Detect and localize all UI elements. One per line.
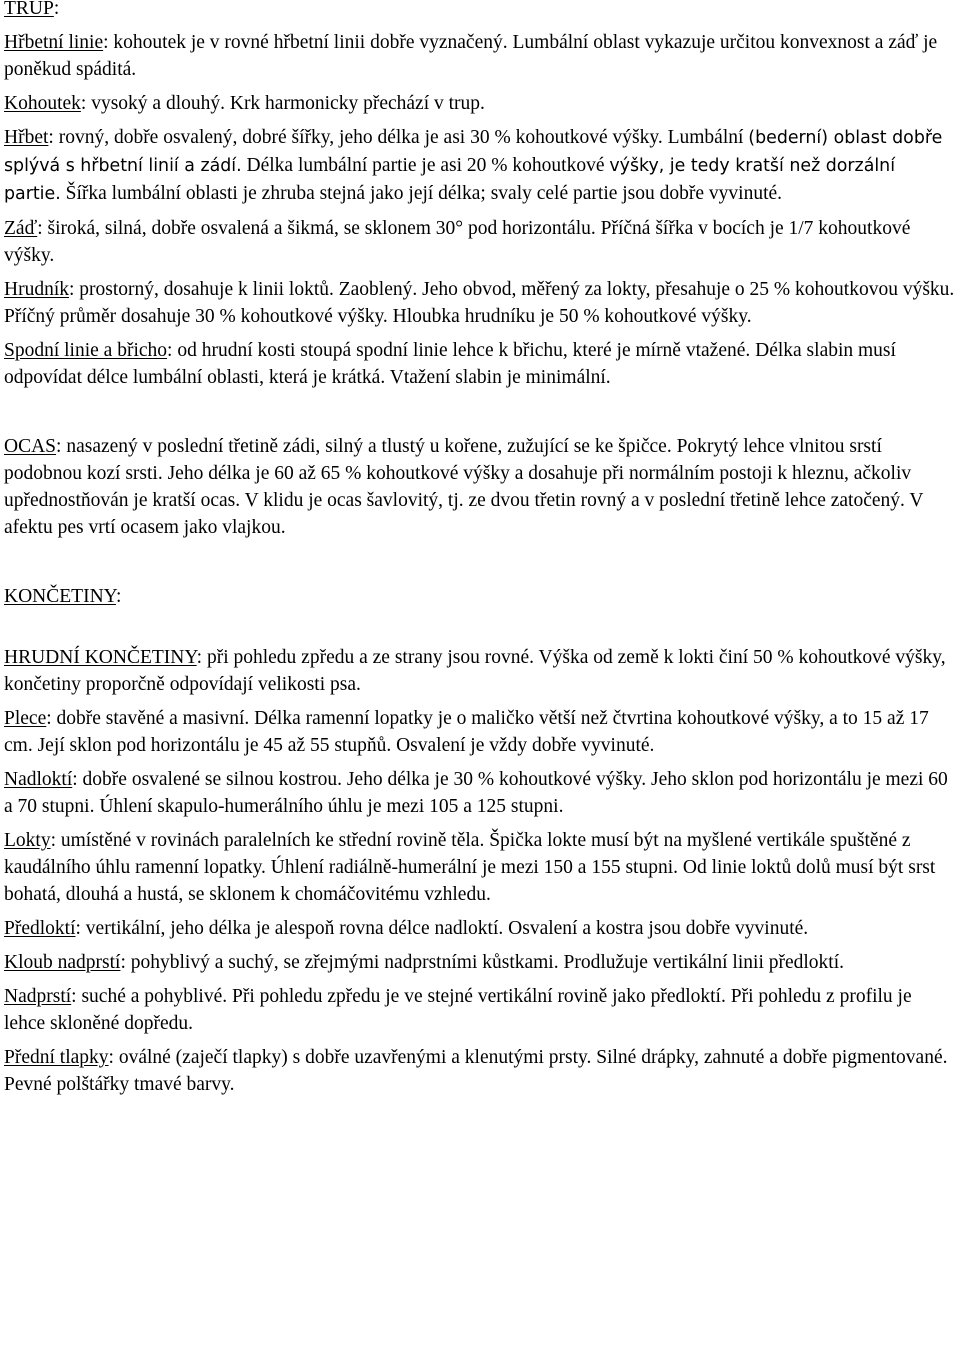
text-hrudnik: : prostorný, dosahuje k linii loktů. Zaoblený. Jeho obvod, měřený za lokty, přesahuje o 25 % kohoutkovou výšku. Příčný průměr dosahuje 30 % kohoutkové výšky. Hloubka hrudníku je 50 % kohoutkové výšky. [4, 279, 955, 327]
section-heading-trup [4, 0, 956, 22]
paragraph-nadlokti [4, 766, 956, 820]
term-plece: Plece [4, 708, 47, 729]
term-nadprsti: Nadprstí [4, 986, 72, 1007]
paragraph-lokty [4, 827, 956, 908]
heading-text: KONČETINY [4, 586, 116, 607]
heading-suffix: : [53, 0, 60, 19]
paragraph-nadprsti [4, 983, 956, 1037]
term-predlokti: Předloktí [4, 918, 76, 939]
paragraph-kohoutek [4, 90, 956, 117]
text-spodni-linie: : od hrudní kosti stoupá spodní linie lehce k břichu, které je mírně vtažené. Délka slabin musí odpovídat délce lumbální oblasti, která je krátká. Vtažení slabin je minimální. [4, 340, 896, 388]
term-hrudnik: Hrudník [4, 279, 69, 300]
paragraph-predlokti [4, 915, 956, 942]
term-spodni-linie: Spodní linie a břicho [4, 340, 168, 361]
text-hrbet-a: : rovný, dobře osvalený, dobré šířky, jeho délka je asi 30 % kohoutkové výšky. Lumbální [48, 127, 749, 148]
term-ocas: OCAS [4, 436, 57, 457]
document-page [4, 0, 956, 1098]
text-plece: : dobře stavěné a masivní. Délka ramenní lopatky je o maličko větší než čtvrtina kohoutkové výšky, a to 15 až 17 cm. Její sklon pod horizontálu je 45 až 55 stupňů. Osvalení je vždy dobře vyvinuté. [4, 708, 929, 756]
text-hrbet-b: (bederní) oblast dobře splývá s hřbetní linií a zádí. [4, 128, 943, 176]
term-zad: Záď [4, 218, 38, 239]
paragraph-hrbetni-linie [4, 29, 956, 83]
text-predlokti: : vertikální, jeho délka je alespoň rovna délce nadloktí. Osvalení a kostra jsou dobře vyvinuté. [75, 918, 809, 939]
term-kloub-nadprsti: Kloub nadprstí [4, 952, 121, 973]
paragraph-plece [4, 705, 956, 759]
text-hrbetni-linie: : kohoutek je v rovné hřbetní linii dobře vyznačený. Lumbální oblast vykazuje určitou konvexnost a záď je poněkud spáditá. [4, 32, 938, 80]
term-predni-tlapky: Přední tlapky [4, 1047, 109, 1068]
term-hrudni-koncetiny: HRUDNÍ KONČETINY [4, 647, 197, 668]
text-nadprsti: : suché a pohyblivé. Při pohledu zpředu je ve stejné vertikální rovině jako předloktí. Při pohledu z profilu je lehce skloněné dopředu. [4, 986, 912, 1034]
section-heading-koncetiny [4, 583, 956, 610]
paragraph-spodni-linie [4, 337, 956, 391]
term-lokty: Lokty [4, 830, 51, 851]
text-kloub-nadprsti: : pohyblivý a suchý, se zřejmými nadprstními kůstkami. Prodlužuje vertikální linii předloktí. [120, 952, 845, 973]
term-hrbet: Hřbet [4, 127, 49, 148]
term-hrbetni-linie: Hřbetní linie [4, 32, 104, 53]
paragraph-hrudnik [4, 276, 956, 330]
text-kohoutek: : vysoký a dlouhý. Krk harmonicky přechází v trup. [80, 93, 485, 114]
paragraph-hrudni-koncetiny [4, 644, 956, 698]
paragraph-zad [4, 215, 956, 269]
text-nadlokti: : dobře osvalené se silnou kostrou. Jeho délka je 30 % kohoutkové výšky. Jeho sklon pod horizontálu je mezi 60 a 70 stupni. Úhlení skapulo-humerálního úhlu je mezi 105 a 125 stupni. [4, 769, 948, 817]
term-nadlokti: Nadloktí [4, 769, 73, 790]
text-predni-tlapky: : oválné (zaječí tlapky) s dobře uzavřenými a klenutými prsty. Silné drápky, zahnuté a dobře pigmentované. Pevné polštářky tmavé barvy. [4, 1047, 948, 1095]
text-lokty: : umístěné v rovinách paralelních ke střední rovině těla. Špička lokte musí být na myšlené vertikále spuštěné z kaudálního úhlu ramenní lopatky. Úhlení radiálně-humerální je mezi 150 a 155 stupni. Od linie loktů dolů musí být srst bohatá, dlouhá a hustá, se sklonem k chomáčovitému vzhledu. [4, 830, 936, 905]
heading-text: TRUP [4, 0, 54, 19]
paragraph-kloub-nadprsti [4, 949, 956, 976]
heading-suffix: : [115, 586, 122, 607]
text-zad: : široká, silná, dobře osvalená a šikmá, se sklonem 30° pod horizontálu. Příčná šířka v bocích je 1/7 kohoutkové výšky. [4, 218, 911, 266]
text-ocas: : nasazený v poslední třetině zádi, silný a tlustý u kořene, zužující se ke špičce. Pokrytý lehce vlnitou srstí podobnou kozí srsti. Jeho délka je 60 až 65 % kohoutkové výšky a dosahuje při normálním postoji k hleznu, ačkoliv upřednostňován je kratší ocas. V klidu je ocas šavlovitý, tj. ze dvou třetin rovný a v poslední třetině lehce zatočený. V afektu pes vrtí ocasem jako vlajkou. [4, 436, 924, 538]
term-kohoutek: Kohoutek [4, 93, 81, 114]
text-hrbet-e: Šířka lumbální oblasti je zhruba stejná jako její délka; svaly celé partie jsou dobře vyvinuté. [60, 183, 783, 204]
text-hrbet-d: výšky, je tedy kratší než dorzální partie. [4, 156, 896, 204]
text-hrudni-koncetiny: : při pohledu zpředu a ze strany jsou rovné. Výška od země k lokti činí 50 % kohoutkové výšky, končetiny proporčně odpovídají velikosti psa. [4, 647, 946, 695]
paragraph-predni-tlapky [4, 1044, 956, 1098]
text-hrbet-c: Délka lumbální partie je asi 20 % kohoutkové [241, 155, 610, 176]
paragraph-ocas [4, 433, 956, 541]
paragraph-hrbet [4, 124, 956, 208]
